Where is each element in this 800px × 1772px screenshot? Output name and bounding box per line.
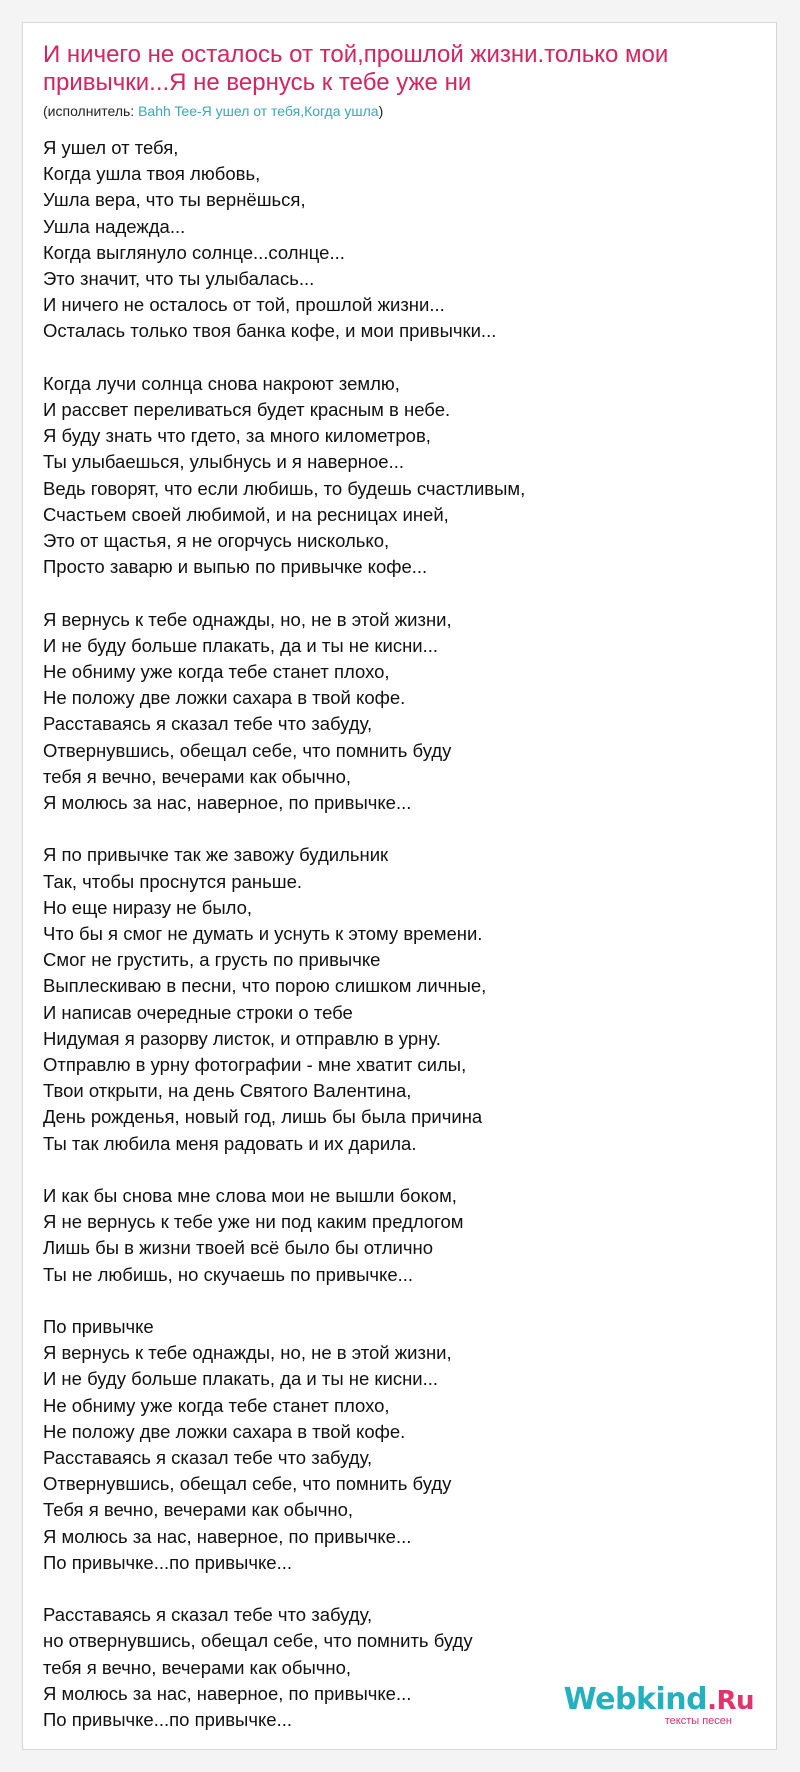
lyric-line: Ведь говорят, что если любишь, то будешь счастливым, (43, 477, 526, 499)
lyric-line: По привычке...по привычке... (43, 1551, 293, 1573)
lyric-line: Расставаясь я сказал тебе что забуду, (43, 713, 373, 735)
lyric-line: Отвернувшись, обещал себе, что помнить буду (43, 739, 452, 761)
lyric-line: Отправлю в урну фотографии - мне хватит силы, (43, 1054, 467, 1076)
lyric-line: Ты улыбаешься, улыбнусь и я наверное... (43, 451, 405, 473)
lyric-line: И написав очередные строки о тебе (43, 1001, 353, 1023)
lyrics-stanza (43, 1183, 763, 1288)
lyric-line: Ты так любила меня радовать и их дарила. (43, 1132, 417, 1154)
lyric-line: Не обниму уже когда тебе станет плохо, (43, 1394, 390, 1416)
logo-tagline: тексты песен (664, 1715, 732, 1727)
site-logo[interactable] (564, 1684, 754, 1727)
lyric-line: Я буду знать что гдето, за много километров, (43, 425, 431, 447)
lyric-line: Я молюсь за нас, наверное, по привычке... (43, 1682, 412, 1704)
logo-wordmark (564, 1684, 754, 1717)
lyric-line: Я ушел от тебя, (43, 137, 179, 158)
lyric-line: И ничего не осталось от той, прошлой жизни... (43, 294, 445, 316)
lyric-line: День рожденья, новый год, лишь бы была причина (43, 1106, 483, 1128)
lyric-line: Лишь бы в жизни твоей всё было бы отлично (43, 1237, 433, 1259)
lyric-line: Ушла надежда... (43, 215, 186, 237)
lyrics-stanza (43, 371, 763, 581)
lyrics-body (43, 135, 763, 1733)
lyric-line: Я молюсь за нас, наверное, по привычке... (43, 792, 412, 814)
lyric-line: И не буду больше плакать, да и ты не кисни... (43, 1368, 439, 1390)
lyric-line: Тебя я вечно, вечерами как обычно, (43, 1499, 354, 1521)
lyric-line: Так, чтобы проснутся раньше. (43, 870, 303, 892)
lyric-line: По привычке...по привычке... (43, 1709, 293, 1731)
lyrics-stanza (43, 135, 763, 345)
artist-link[interactable]: Bahh Tee-Я ушел от тебя,Когда ушла (138, 103, 379, 119)
lyric-line: Я вернусь к тебе однажды, но, не в этой жизни, (43, 608, 452, 630)
logo-brand: Webkind (563, 1682, 708, 1717)
lyric-line: Что бы я смог не думать и уснуть к этому времени. (43, 923, 483, 945)
lyric-line: Отвернувшись, обещал себе, что помнить буду (43, 1473, 452, 1495)
lyric-line: Не положу две ложки сахара в твой кофе. (43, 687, 406, 709)
lyric-line: Я молюсь за нас, наверное, по привычке... (43, 1525, 412, 1547)
lyrics-stanza (43, 1314, 763, 1576)
lyric-line: Расставаясь я сказал тебе что забуду, (43, 1604, 373, 1626)
lyric-line: Осталась только твоя банка кофе, и мои привычки... (43, 320, 497, 342)
lyric-line: Счастьем своей любимой, и на ресницах иней, (43, 503, 449, 525)
lyric-line: Это значит, что ты улыбалась... (43, 268, 315, 290)
song-title: И ничего не осталось от той,прошлой жизни.только мои привычки...Я не вернусь к тебе уже ни (43, 41, 669, 96)
lyric-line: Я не вернусь к тебе уже ни под каким предлогом (43, 1211, 464, 1233)
lyric-line: Это от щастья, я не огорчусь нисколько, (43, 530, 390, 552)
lyrics-stanza (43, 607, 763, 817)
lyric-line: Ушла вера, что ты вернёшься, (43, 189, 306, 211)
lyric-line: Нидумая я разорву листок, и отправлю в урну. (43, 1027, 441, 1049)
lyric-line: Не обниму уже когда тебе станет плохо, (43, 661, 390, 683)
lyric-line: тебя я вечно, вечерами как обычно, (43, 765, 352, 787)
lyric-line: тебя я вечно, вечерами как обычно, (43, 1656, 352, 1678)
lyric-line: Ты не любишь, но скучаешь по привычке... (43, 1263, 414, 1285)
lyric-line: Когда лучи солнца снова накроют землю, (43, 372, 400, 394)
lyric-line: Я вернусь к тебе однажды, но, не в этой жизни, (43, 1342, 452, 1364)
lyric-line: И не буду больше плакать, да и ты не кисни... (43, 634, 439, 656)
lyric-line: Но еще ниразу не было, (43, 896, 253, 918)
lyric-line: Расставаясь я сказал тебе что забуду, (43, 1447, 373, 1469)
lyric-line: Я по привычке так же завожу будильник (43, 844, 389, 866)
lyric-line: Смог не грустить, а грусть по привычке (43, 949, 381, 971)
logo-tld: .Ru (707, 1686, 754, 1716)
artist-prefix: (исполнитель: (43, 103, 139, 119)
artist-line (43, 103, 383, 119)
lyric-line: Твои открыти, на день Святого Валентина, (43, 1080, 412, 1102)
lyrics-stanza (43, 842, 763, 1156)
lyric-line: Просто заварю и выпью по привычке кофе... (43, 556, 428, 578)
artist-suffix: ) (378, 103, 384, 119)
lyric-line: По привычке (43, 1316, 154, 1338)
lyric-line: Когда ушла твоя любовь, (43, 163, 261, 185)
lyric-line: Выплескиваю в песни, что порою слишком личные, (43, 975, 487, 997)
lyric-line: И рассвет переливаться будет красным в небе. (43, 399, 451, 421)
lyric-line: И как бы снова мне слова мои не вышли боком, (43, 1185, 457, 1207)
lyric-line: но отвернувшись, обещал себе, что помнить буду (43, 1630, 473, 1652)
lyrics-page (22, 22, 777, 1750)
lyric-line: Не положу две ложки сахара в твой кофе. (43, 1420, 406, 1442)
lyric-line: Когда выглянуло солнце...солнце... (43, 241, 345, 263)
